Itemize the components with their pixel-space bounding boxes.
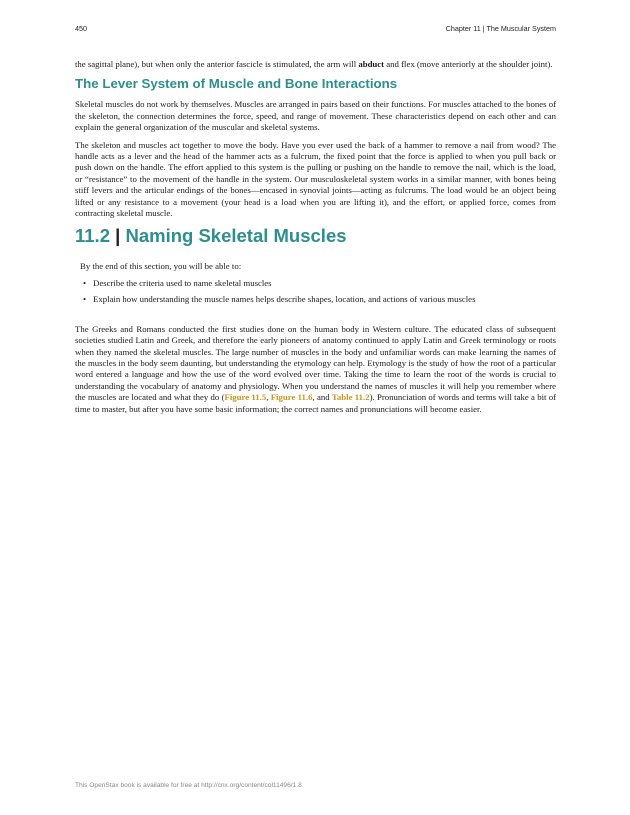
section-heading-lever-system: The Lever System of Muscle and Bone Interactions [75,76,398,92]
learning-objectives [80,261,556,305]
page-content [75,59,556,421]
objectives-intro: By the end of this section, you will be able to: [80,261,242,272]
chapter-title: Chapter 11 | The Muscular System [445,24,556,33]
bullet: • [83,277,87,288]
lever-paragraph-2: The skeleton and muscles act together to move the body. Have you ever used the back of a hammer to remove a nail from wood? The handle acts as a lever and the head of the hammer acts as a fulcrum, the fixed point that the force is applied to when you pull back or push down on the handle. The effort applied to this system is the pulling or pushing on the handle to remove the nail, which is the load, or “resistance” to the movement of the handle in the system. Our musculoskeletal system works in a similar manner, with bones being stiff levers and the articular endings of the bones—encased in synovial joints—acting as fulcrums. The load would be an object being lifted or any resistance to a movement (your head is a load when you are lifting it), and the effort, or applied force, comes from contracting skeletal muscle. [75,139,556,219]
objectives-list [80,278,556,306]
list-item: • Describe the criteria used to name skeletal muscles [83,277,272,288]
section-number: 11.2 [75,225,110,247]
link-table-11-2[interactable]: Table 11.2 [331,392,370,403]
section-title: Naming Skeletal Muscles [125,225,347,247]
running-head [75,24,556,33]
list-item: • Explain how understanding the muscle names helps describe shapes, location, and actions of various muscles [83,294,476,305]
page-footer: This OpenStax book is available for free at http://cnx.org/content/col11496/1.8 [75,782,302,789]
section-separator: | [115,225,121,247]
link-figure-11-6[interactable]: Figure 11.6 [270,392,313,403]
section-heading-naming-muscles [75,225,556,247]
term-abduct: abduct [358,59,385,69]
lever-paragraph-1: Skeletal muscles do not work by themselves. Muscles are arranged in pairs based on their functions. For muscles attached to the bones of the skeleton, the connection determines the force, speed, and range of movement. These characteristics depend on each other and can explain the general organization of the muscular and skeletal systems. [75,99,556,133]
link-figure-11-5[interactable]: Figure 11.5 [224,392,267,403]
page-number: 450 [75,24,87,33]
bullet: • [83,294,87,305]
naming-paragraph: The Greeks and Romans conducted the first studies done on the human body in Western culture. The educated class of subsequent societies studied Latin and Greek, and therefore the early pioneers of anatomy continued to apply Latin and Greek terminology or roots when they named the skeletal muscles. The large number of muscles in the body and unfamiliar words can make learning the names of the muscles in the body seem daunting, but understanding the etymology can help. Etymology is the study of how the root of a particular word entered a language and how the use of the word evolved over time. Taking the time to learn the root of the words is crucial to understanding the vocabulary of anatomy and physiology. When you understand the names of muscles it will help you remember where the muscles are located and what they do (Figure 11.5, Figure 11.6, and Table 11.2). Pronunciation of words and terms will take a bit of time to master, but after you have some basic information; the correct names and pronunciations will become easier. [75,323,557,414]
intro-paragraph: the sagittal plane), but when only the anterior fascicle is stimulated, the arm will abduct and flex (move anteriorly at the shoulder joint). [75,59,553,69]
